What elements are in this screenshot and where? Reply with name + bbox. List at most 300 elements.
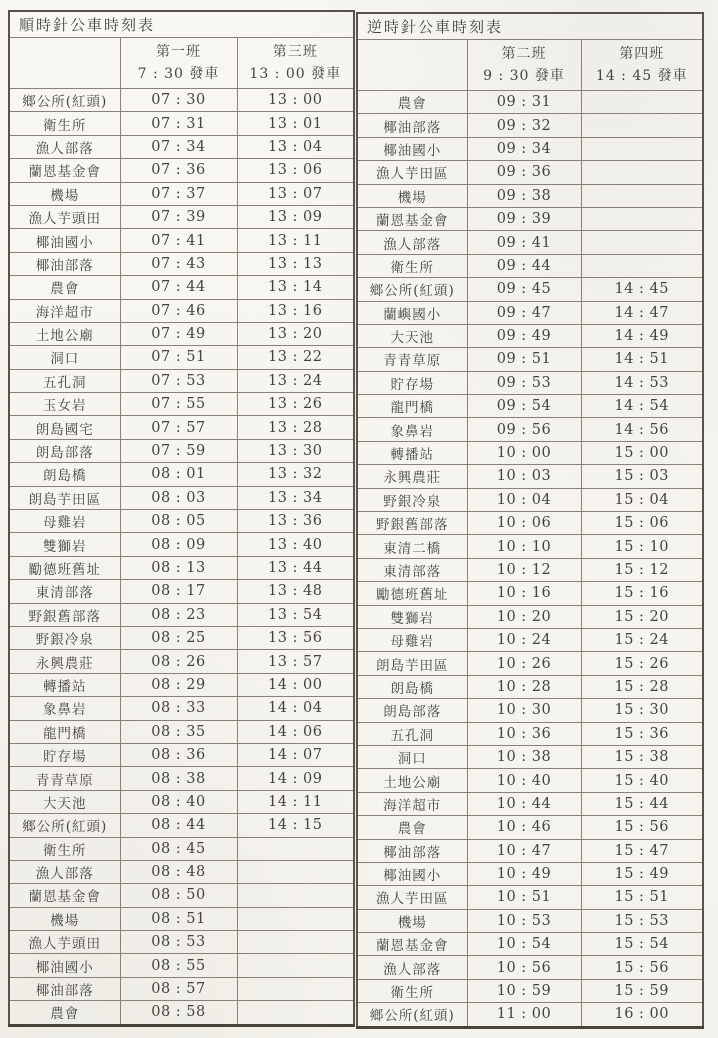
clockwise-timetable bbox=[8, 10, 355, 1027]
time-cell: 13 : 24 bbox=[237, 369, 354, 392]
table-row bbox=[357, 184, 703, 207]
time-cell: 13 : 09 bbox=[237, 205, 354, 228]
time-cell: 10 : 06 bbox=[467, 512, 581, 535]
table-row bbox=[357, 558, 703, 581]
stop-name-cell: 野銀冷泉 bbox=[357, 488, 467, 511]
time-cell: 13 : 28 bbox=[237, 416, 354, 439]
time-cell: 09 : 51 bbox=[467, 348, 581, 371]
time-cell bbox=[581, 161, 703, 184]
clockwise-table-title: 順時針公車時刻表 bbox=[9, 11, 354, 38]
stop-name-cell: 洞口 bbox=[9, 346, 120, 369]
time-cell: 08 : 36 bbox=[120, 743, 237, 766]
table-row bbox=[9, 884, 354, 907]
stop-name-cell: 朗島部落 bbox=[357, 699, 467, 722]
time-cell: 13 : 20 bbox=[237, 322, 354, 345]
stop-name-cell: 蘭嶼國小 bbox=[357, 301, 467, 324]
stop-name-cell: 機場 bbox=[9, 907, 120, 930]
trip-name: 第三班 bbox=[272, 44, 318, 60]
time-cell: 10 : 12 bbox=[467, 558, 581, 581]
time-cell: 15 : 59 bbox=[581, 979, 703, 1002]
time-cell: 15 : 47 bbox=[581, 839, 703, 862]
time-cell: 09 : 53 bbox=[467, 371, 581, 394]
stop-name-cell: 東清部落 bbox=[357, 558, 467, 581]
time-cell: 10 : 04 bbox=[467, 488, 581, 511]
stop-name-cell: 漁人部落 bbox=[9, 135, 120, 158]
stop-name-cell: 洞口 bbox=[357, 745, 467, 768]
time-cell: 07 : 34 bbox=[120, 135, 237, 158]
time-cell: 14 : 04 bbox=[237, 697, 354, 720]
time-cell: 07 : 57 bbox=[120, 416, 237, 439]
counterclockwise-timetable bbox=[356, 12, 704, 1029]
time-cell: 15 : 04 bbox=[581, 488, 703, 511]
stop-name-cell: 農會 bbox=[357, 91, 467, 114]
time-cell: 13 : 48 bbox=[237, 580, 354, 603]
time-cell bbox=[581, 254, 703, 277]
stop-name-cell: 鄉公所(紅頭) bbox=[357, 278, 467, 301]
stop-name-cell: 椰油國小 bbox=[9, 229, 120, 252]
stop-name-cell: 龍門橋 bbox=[9, 720, 120, 743]
table-row bbox=[357, 722, 703, 745]
time-cell: 09 : 49 bbox=[467, 324, 581, 347]
stop-name-cell: 漁人部落 bbox=[357, 956, 467, 979]
time-cell: 15 : 44 bbox=[581, 792, 703, 815]
time-cell: 07 : 53 bbox=[120, 369, 237, 392]
time-cell: 08 : 09 bbox=[120, 533, 237, 556]
table-row bbox=[9, 1001, 354, 1025]
stop-name-cell: 象鼻岩 bbox=[9, 697, 120, 720]
stop-name-cell: 朗島橋 bbox=[357, 675, 467, 698]
time-cell: 07 : 49 bbox=[120, 322, 237, 345]
time-cell: 15 : 28 bbox=[581, 675, 703, 698]
time-cell: 14 : 15 bbox=[237, 814, 354, 837]
table-row bbox=[357, 91, 703, 114]
stop-name-cell: 朗島橋 bbox=[9, 463, 120, 486]
table-row bbox=[357, 324, 703, 347]
time-cell: 08 : 05 bbox=[120, 510, 237, 533]
time-cell: 09 : 56 bbox=[467, 418, 581, 441]
time-cell: 09 : 36 bbox=[467, 161, 581, 184]
stop-name-cell: 朗島部落 bbox=[9, 439, 120, 462]
time-cell bbox=[237, 837, 354, 860]
table-row bbox=[9, 135, 354, 158]
time-cell: 10 : 54 bbox=[467, 933, 581, 956]
table-row bbox=[9, 276, 354, 299]
clockwise-stop-column-header bbox=[9, 38, 120, 89]
time-cell: 08 : 40 bbox=[120, 790, 237, 813]
stop-name-cell: 漁人部落 bbox=[9, 860, 120, 883]
time-cell: 09 : 41 bbox=[467, 231, 581, 254]
time-cell: 13 : 44 bbox=[237, 556, 354, 579]
table-row bbox=[9, 626, 354, 649]
table-row bbox=[357, 254, 703, 277]
time-cell: 08 : 38 bbox=[120, 767, 237, 790]
time-cell: 14 : 45 bbox=[581, 278, 703, 301]
stop-name-cell: 勵德班舊址 bbox=[9, 556, 120, 579]
stop-name-cell: 野銀冷泉 bbox=[9, 626, 120, 649]
time-cell: 07 : 41 bbox=[120, 229, 237, 252]
time-cell: 15 : 26 bbox=[581, 652, 703, 675]
stop-name-cell: 機場 bbox=[9, 182, 120, 205]
table-row bbox=[357, 628, 703, 651]
time-cell: 07 : 37 bbox=[120, 182, 237, 205]
table-row bbox=[357, 816, 703, 839]
stop-name-cell: 土地公廟 bbox=[357, 769, 467, 792]
stop-name-cell: 朗島芋田區 bbox=[9, 486, 120, 509]
table-row bbox=[9, 603, 354, 626]
time-cell: 09 : 47 bbox=[467, 301, 581, 324]
time-cell: 07 : 59 bbox=[120, 439, 237, 462]
trip-departure-time: 13 : 00 發車 bbox=[249, 66, 342, 82]
table-row bbox=[9, 580, 354, 603]
time-cell: 13 : 01 bbox=[237, 112, 354, 135]
time-cell: 07 : 39 bbox=[120, 205, 237, 228]
time-cell: 13 : 32 bbox=[237, 463, 354, 486]
stop-name-cell: 象鼻岩 bbox=[357, 418, 467, 441]
time-cell: 09 : 39 bbox=[467, 207, 581, 230]
time-cell bbox=[581, 91, 703, 114]
table-row bbox=[357, 371, 703, 394]
time-cell: 08 : 23 bbox=[120, 603, 237, 626]
stop-name-cell: 機場 bbox=[357, 184, 467, 207]
time-cell: 15 : 30 bbox=[581, 699, 703, 722]
time-cell: 08 : 17 bbox=[120, 580, 237, 603]
table-row bbox=[9, 182, 354, 205]
table-row bbox=[9, 369, 354, 392]
stop-name-cell: 農會 bbox=[357, 816, 467, 839]
table-row bbox=[9, 533, 354, 556]
table-row bbox=[357, 137, 703, 160]
time-cell: 10 : 59 bbox=[467, 979, 581, 1002]
time-cell: 15 : 40 bbox=[581, 769, 703, 792]
counterclockwise-title-row bbox=[357, 13, 703, 40]
stop-name-cell: 漁人芋田區 bbox=[357, 161, 467, 184]
time-cell: 10 : 46 bbox=[467, 816, 581, 839]
table-row bbox=[357, 605, 703, 628]
stop-name-cell: 海洋超市 bbox=[9, 299, 120, 322]
time-cell: 08 : 01 bbox=[120, 463, 237, 486]
time-cell: 15 : 20 bbox=[581, 605, 703, 628]
stop-name-cell: 雙獅岩 bbox=[9, 533, 120, 556]
trip-departure-time: 14 : 45 發車 bbox=[595, 68, 688, 84]
time-cell: 14 : 47 bbox=[581, 301, 703, 324]
table-row bbox=[9, 860, 354, 883]
stop-name-cell: 漁人芋田區 bbox=[357, 886, 467, 909]
trip-name: 第四班 bbox=[619, 46, 665, 62]
time-cell: 15 : 49 bbox=[581, 862, 703, 885]
stop-name-cell: 海洋超市 bbox=[357, 792, 467, 815]
table-row bbox=[357, 278, 703, 301]
stop-name-cell: 貯存場 bbox=[9, 743, 120, 766]
time-cell: 13 : 04 bbox=[237, 135, 354, 158]
table-row bbox=[357, 675, 703, 698]
time-cell: 10 : 28 bbox=[467, 675, 581, 698]
table-row bbox=[9, 814, 354, 837]
stop-name-cell: 土地公廟 bbox=[9, 322, 120, 345]
time-cell: 15 : 54 bbox=[581, 933, 703, 956]
table-row bbox=[357, 769, 703, 792]
table-row bbox=[9, 767, 354, 790]
time-cell bbox=[581, 114, 703, 137]
time-cell bbox=[237, 884, 354, 907]
stop-name-cell: 蘭恩基金會 bbox=[357, 207, 467, 230]
stop-name-cell: 漁人芋頭田 bbox=[9, 205, 120, 228]
time-cell: 09 : 45 bbox=[467, 278, 581, 301]
trip-departure-time: 9 : 30 發車 bbox=[483, 68, 565, 84]
table-row bbox=[9, 720, 354, 743]
time-cell: 08 : 03 bbox=[120, 486, 237, 509]
time-cell: 07 : 43 bbox=[120, 252, 237, 275]
stop-name-cell: 大天池 bbox=[357, 324, 467, 347]
time-cell: 07 : 44 bbox=[120, 276, 237, 299]
time-cell: 08 : 44 bbox=[120, 814, 237, 837]
counterclockwise-trip2-header bbox=[467, 40, 581, 91]
counterclockwise-rows bbox=[357, 91, 703, 1028]
time-cell: 09 : 31 bbox=[467, 91, 581, 114]
stop-name-cell: 機場 bbox=[357, 909, 467, 932]
time-cell: 07 : 46 bbox=[120, 299, 237, 322]
time-cell: 10 : 16 bbox=[467, 582, 581, 605]
stop-name-cell: 椰油部落 bbox=[9, 252, 120, 275]
table-row bbox=[357, 792, 703, 815]
clockwise-header-row bbox=[9, 38, 354, 89]
stop-name-cell: 漁人部落 bbox=[357, 231, 467, 254]
time-cell bbox=[237, 1001, 354, 1025]
stop-name-cell: 勵德班舊址 bbox=[357, 582, 467, 605]
stop-name-cell: 鄉公所(紅頭) bbox=[357, 1003, 467, 1027]
table-row bbox=[357, 839, 703, 862]
table-row bbox=[9, 252, 354, 275]
time-cell bbox=[581, 231, 703, 254]
time-cell: 13 : 11 bbox=[237, 229, 354, 252]
stop-name-cell: 椰油國小 bbox=[357, 137, 467, 160]
table-row bbox=[357, 582, 703, 605]
time-cell: 10 : 24 bbox=[467, 628, 581, 651]
time-cell bbox=[581, 184, 703, 207]
stop-name-cell: 衛生所 bbox=[357, 254, 467, 277]
stop-name-cell: 母雞岩 bbox=[9, 510, 120, 533]
time-cell: 08 : 51 bbox=[120, 907, 237, 930]
time-cell: 13 : 07 bbox=[237, 182, 354, 205]
time-cell: 14 : 06 bbox=[237, 720, 354, 743]
time-cell: 13 : 30 bbox=[237, 439, 354, 462]
table-row bbox=[357, 535, 703, 558]
time-cell bbox=[237, 860, 354, 883]
time-cell: 08 : 35 bbox=[120, 720, 237, 743]
time-cell: 14 : 56 bbox=[581, 418, 703, 441]
table-row bbox=[357, 862, 703, 885]
table-row bbox=[357, 909, 703, 932]
table-row bbox=[357, 114, 703, 137]
table-row bbox=[9, 977, 354, 1000]
time-cell: 08 : 29 bbox=[120, 673, 237, 696]
time-cell: 15 : 56 bbox=[581, 956, 703, 979]
table-row bbox=[357, 231, 703, 254]
stop-name-cell: 母雞岩 bbox=[357, 628, 467, 651]
time-cell: 07 : 51 bbox=[120, 346, 237, 369]
table-row bbox=[9, 322, 354, 345]
stop-name-cell: 五孔洞 bbox=[9, 369, 120, 392]
table-row bbox=[9, 299, 354, 322]
table-row bbox=[357, 161, 703, 184]
time-cell: 08 : 53 bbox=[120, 931, 237, 954]
table-row bbox=[9, 650, 354, 673]
time-cell: 13 : 36 bbox=[237, 510, 354, 533]
time-cell: 07 : 36 bbox=[120, 159, 237, 182]
stop-name-cell: 鄉公所(紅頭) bbox=[9, 89, 120, 112]
stop-name-cell: 朗島國宅 bbox=[9, 416, 120, 439]
time-cell: 13 : 54 bbox=[237, 603, 354, 626]
time-cell: 13 : 56 bbox=[237, 626, 354, 649]
table-row bbox=[9, 346, 354, 369]
stop-name-cell: 農會 bbox=[9, 1001, 120, 1025]
stop-name-cell: 椰油部落 bbox=[9, 977, 120, 1000]
stop-name-cell: 青青草原 bbox=[357, 348, 467, 371]
stop-name-cell: 轉播站 bbox=[357, 441, 467, 464]
time-cell: 08 : 13 bbox=[120, 556, 237, 579]
time-cell: 10 : 47 bbox=[467, 839, 581, 862]
time-cell: 14 : 49 bbox=[581, 324, 703, 347]
clockwise-trip1-header bbox=[120, 38, 237, 89]
time-cell: 15 : 16 bbox=[581, 582, 703, 605]
time-cell: 10 : 30 bbox=[467, 699, 581, 722]
time-cell: 08 : 26 bbox=[120, 650, 237, 673]
table-row bbox=[357, 1003, 703, 1027]
time-cell: 10 : 10 bbox=[467, 535, 581, 558]
table-row bbox=[357, 956, 703, 979]
counterclockwise-header-row bbox=[357, 40, 703, 91]
table-row bbox=[357, 465, 703, 488]
table-row bbox=[9, 229, 354, 252]
stop-name-cell: 玉女岩 bbox=[9, 393, 120, 416]
clockwise-title-row bbox=[9, 11, 354, 38]
table-row bbox=[357, 395, 703, 418]
time-cell: 16 : 00 bbox=[581, 1003, 703, 1027]
time-cell bbox=[237, 931, 354, 954]
time-cell: 08 : 57 bbox=[120, 977, 237, 1000]
clockwise-trip3-header bbox=[237, 38, 354, 89]
time-cell: 15 : 10 bbox=[581, 535, 703, 558]
time-cell: 08 : 55 bbox=[120, 954, 237, 977]
table-row bbox=[9, 393, 354, 416]
table-row bbox=[357, 979, 703, 1002]
stop-name-cell: 蘭恩基金會 bbox=[9, 884, 120, 907]
time-cell: 10 : 49 bbox=[467, 862, 581, 885]
stop-name-cell: 轉播站 bbox=[9, 673, 120, 696]
stop-name-cell: 衛生所 bbox=[9, 112, 120, 135]
time-cell: 09 : 32 bbox=[467, 114, 581, 137]
table-row bbox=[9, 112, 354, 135]
table-row bbox=[357, 441, 703, 464]
table-row bbox=[9, 463, 354, 486]
time-cell: 13 : 06 bbox=[237, 159, 354, 182]
time-cell: 09 : 44 bbox=[467, 254, 581, 277]
time-cell: 09 : 54 bbox=[467, 395, 581, 418]
time-cell: 10 : 51 bbox=[467, 886, 581, 909]
table-row bbox=[9, 486, 354, 509]
table-row bbox=[9, 954, 354, 977]
time-cell: 13 : 14 bbox=[237, 276, 354, 299]
time-cell: 09 : 34 bbox=[467, 137, 581, 160]
table-row bbox=[357, 207, 703, 230]
table-row bbox=[9, 510, 354, 533]
time-cell bbox=[237, 977, 354, 1000]
time-cell: 10 : 38 bbox=[467, 745, 581, 768]
table-row bbox=[9, 790, 354, 813]
time-cell bbox=[581, 207, 703, 230]
time-cell: 10 : 26 bbox=[467, 652, 581, 675]
time-cell bbox=[581, 137, 703, 160]
time-cell: 14 : 54 bbox=[581, 395, 703, 418]
trip-name: 第二班 bbox=[501, 46, 547, 62]
table-row bbox=[9, 743, 354, 766]
table-row bbox=[357, 301, 703, 324]
time-cell: 15 : 53 bbox=[581, 909, 703, 932]
stop-name-cell: 農會 bbox=[9, 276, 120, 299]
time-cell: 14 : 07 bbox=[237, 743, 354, 766]
time-cell: 08 : 25 bbox=[120, 626, 237, 649]
table-row bbox=[357, 699, 703, 722]
time-cell: 15 : 06 bbox=[581, 512, 703, 535]
time-cell: 14 : 11 bbox=[237, 790, 354, 813]
table-row bbox=[357, 745, 703, 768]
time-cell: 08 : 33 bbox=[120, 697, 237, 720]
time-cell: 13 : 16 bbox=[237, 299, 354, 322]
table-row bbox=[357, 512, 703, 535]
time-cell: 08 : 58 bbox=[120, 1001, 237, 1025]
table-row bbox=[357, 933, 703, 956]
time-cell: 08 : 50 bbox=[120, 884, 237, 907]
time-cell: 10 : 36 bbox=[467, 722, 581, 745]
time-cell: 13 : 00 bbox=[237, 89, 354, 112]
table-row bbox=[9, 416, 354, 439]
time-cell: 15 : 51 bbox=[581, 886, 703, 909]
time-cell: 08 : 48 bbox=[120, 860, 237, 883]
time-cell: 15 : 03 bbox=[581, 465, 703, 488]
time-cell: 09 : 38 bbox=[467, 184, 581, 207]
stop-name-cell: 椰油國小 bbox=[357, 862, 467, 885]
time-cell: 15 : 38 bbox=[581, 745, 703, 768]
stop-name-cell: 大天池 bbox=[9, 790, 120, 813]
table-row bbox=[357, 418, 703, 441]
time-cell: 13 : 13 bbox=[237, 252, 354, 275]
time-cell: 15 : 00 bbox=[581, 441, 703, 464]
time-cell: 14 : 53 bbox=[581, 371, 703, 394]
stop-name-cell: 鄉公所(紅頭) bbox=[9, 814, 120, 837]
stop-name-cell: 朗島芋田區 bbox=[357, 652, 467, 675]
time-cell: 15 : 56 bbox=[581, 816, 703, 839]
table-row bbox=[9, 907, 354, 930]
time-cell: 10 : 03 bbox=[467, 465, 581, 488]
table-row bbox=[357, 652, 703, 675]
time-cell: 15 : 36 bbox=[581, 722, 703, 745]
time-cell: 10 : 40 bbox=[467, 769, 581, 792]
time-cell: 08 : 45 bbox=[120, 837, 237, 860]
stop-name-cell: 椰油國小 bbox=[9, 954, 120, 977]
table-row bbox=[357, 348, 703, 371]
time-cell: 15 : 24 bbox=[581, 628, 703, 651]
time-cell: 14 : 09 bbox=[237, 767, 354, 790]
table-row bbox=[9, 931, 354, 954]
stop-name-cell: 蘭恩基金會 bbox=[357, 933, 467, 956]
counterclockwise-stop-column-header bbox=[357, 40, 467, 91]
time-cell bbox=[237, 954, 354, 977]
time-cell: 07 : 30 bbox=[120, 89, 237, 112]
table-row bbox=[357, 488, 703, 511]
table-row bbox=[9, 837, 354, 860]
stop-name-cell: 衛生所 bbox=[357, 979, 467, 1002]
table-row bbox=[9, 205, 354, 228]
time-cell: 10 : 56 bbox=[467, 956, 581, 979]
